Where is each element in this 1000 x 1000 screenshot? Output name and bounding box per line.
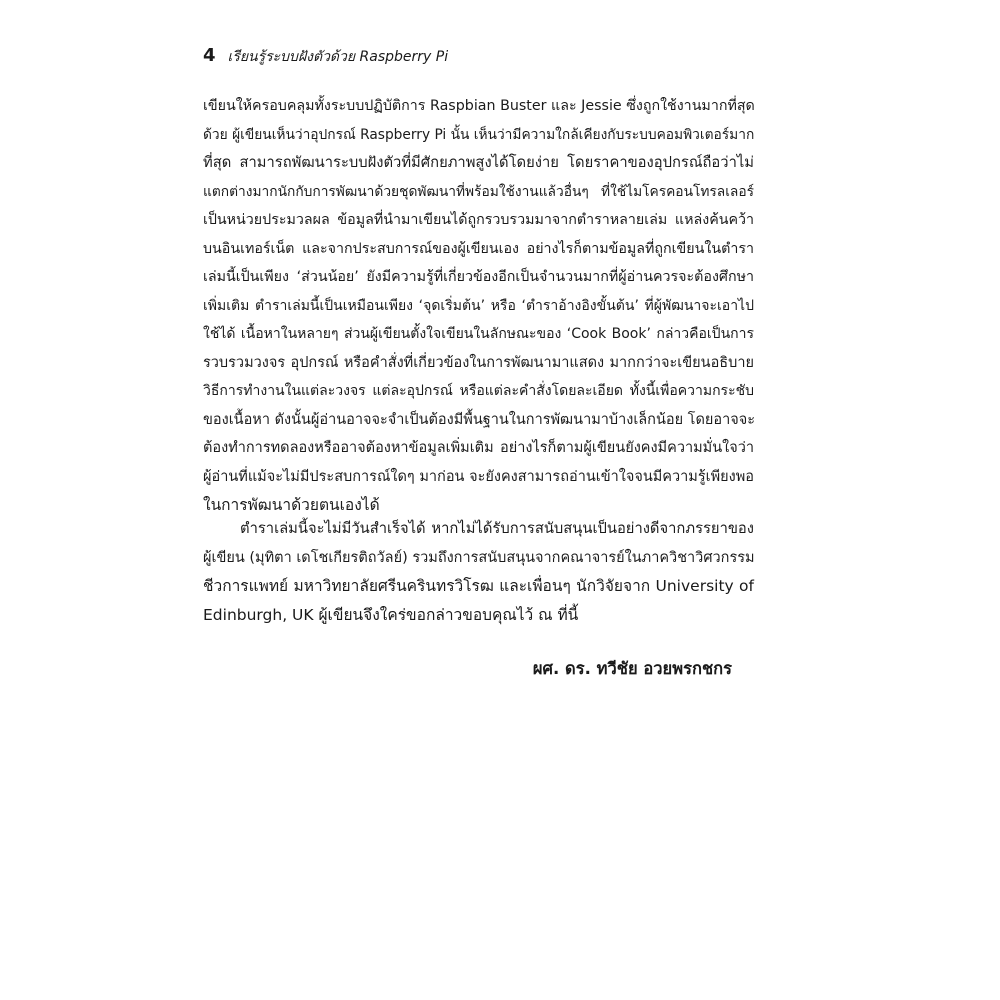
paragraph-line: ผู้เขียน (มุทิตา เดโชเกียรติถวัลย์) รวมถึงการสนับสนุนจากคณาจารย์ในภาควิชาวิศวกรรม bbox=[203, 549, 755, 566]
paragraph-line: ต้องทำการทดลองหรืออาจต้องหาข้อมูลเพิ่มเติม อย่างไรก็ตามผู้เขียนยังคงมีความมั่นใจว่า bbox=[203, 440, 754, 456]
paragraph-line: ชีวการแพทย์ มหาวิทยาลัยศรีนครินทรวิโรฒ และเพื่อนๆ นักวิจัยจาก University of bbox=[203, 577, 754, 595]
paragraph-line: ตำราเล่มนี้จะไม่มีวันสำเร็จได้ หากไม่ได้รับการสนับสนุนเป็นอย่างดีจากภรรยาของ bbox=[240, 520, 754, 537]
running-header-title: เรียนรู้ระบบฝังตัวด้วย Raspberry Pi bbox=[227, 49, 449, 65]
paragraph-line: แตกต่างมากนักกับการพัฒนาด้วยชุดพัฒนาที่พร้อมใช้งานแล้วอื่นๆ ที่ใช้ไมโครคอนโทรลเลอร์ bbox=[203, 183, 754, 200]
author-signature: ผศ. ดร. ทวีชัย อวยพรกชกร bbox=[532, 659, 732, 678]
paragraph-line: Edinburgh, UK ผู้เขียนจึงใคร่ขอกล่าวขอบคุณไว้ ณ ที่นี้ bbox=[203, 605, 579, 624]
running-header bbox=[203, 44, 448, 69]
paragraph-line: ใช้ได้ เนื้อหาในหลายๆ ส่วนผู้เขียนตั้งใจเขียนในลักษณะของ ‘Cook Book’ กล่าวคือเป็นการ bbox=[203, 326, 754, 342]
paragraph-line: บนอินเทอร์เน็ต และจากประสบการณ์ของผู้เขียนเอง อย่างไรก็ตามข้อมูลที่ถูกเขียนในตำรา bbox=[203, 240, 754, 257]
paragraph-line: ในการพัฒนาด้วยตนเองได้ bbox=[203, 496, 380, 514]
page-number: 4 bbox=[203, 45, 216, 66]
paragraph-line: ที่สุด สามารถพัฒนาระบบฝังตัวที่มีศักยภาพสูงได้โดยง่าย โดยราคาของอุปกรณ์ถือว่าไม่ bbox=[203, 154, 754, 171]
paragraph-line: เพิ่มเติม ตำราเล่มนี้เป็นเหมือนเพียง ‘จุดเริ่มต้น’ หรือ ‘ตำราอ้างอิงขั้นต้น’ ที่ผู้พัฒนาจะเอาไป bbox=[203, 297, 754, 314]
paragraph-2 bbox=[203, 515, 754, 629]
paragraph-line: เป็นหน่วยประมวลผล ข้อมูลที่นำมาเขียนได้ถูกรวบรวมมาจากตำราหลายเล่ม แหล่งค้นคว้า bbox=[203, 212, 754, 228]
paragraph-line: วิธีการทำงานในแต่ละวงจร แต่ละอุปกรณ์ หรือแต่ละคำสั่งโดยละเอียด ทั้งนี้เพื่อความกระชับ bbox=[203, 383, 754, 399]
paragraph-line: ของเนื้อหา ดังนั้นผู้อ่านอาจจะจำเป็นต้องมีพื้นฐานในการพัฒนามาบ้างเล็กน้อย โดยอาจจะ bbox=[203, 411, 756, 428]
paragraph-line: ด้วย ผู้เขียนเห็นว่าอุปกรณ์ Raspberry Pi นั้น เห็นว่ามีความใกล้เคียงกับระบบคอมพิวเตอร์มาก bbox=[203, 126, 755, 143]
paragraph-line: เขียนให้ครอบคลุมทั้งระบบปฏิบัติการ Raspbian Buster และ Jessie ซึ่งถูกใช้งานมากที่สุด bbox=[203, 98, 755, 114]
paragraph-line: ผู้อ่านที่แม้จะไม่มีประสบการณ์ใดๆ มาก่อน จะยังคงสามารถอ่านเข้าใจจนมีความรู้เพียงพอ bbox=[203, 468, 754, 485]
paragraph-line: รวบรวมวงจร อุปกรณ์ หรือคำสั่งที่เกี่ยวข้องในการพัฒนามาแสดง มากกว่าจะเขียนอธิบาย bbox=[203, 354, 754, 371]
paragraph-1 bbox=[203, 92, 754, 520]
paragraph-line: เล่มนี้เป็นเพียง ‘ส่วนน้อย’ ยังมีความรู้ที่เกี่ยวข้องอีกเป็นจำนวนมากที่ผู้อ่านควรจะต้องศึกษา bbox=[203, 269, 754, 285]
